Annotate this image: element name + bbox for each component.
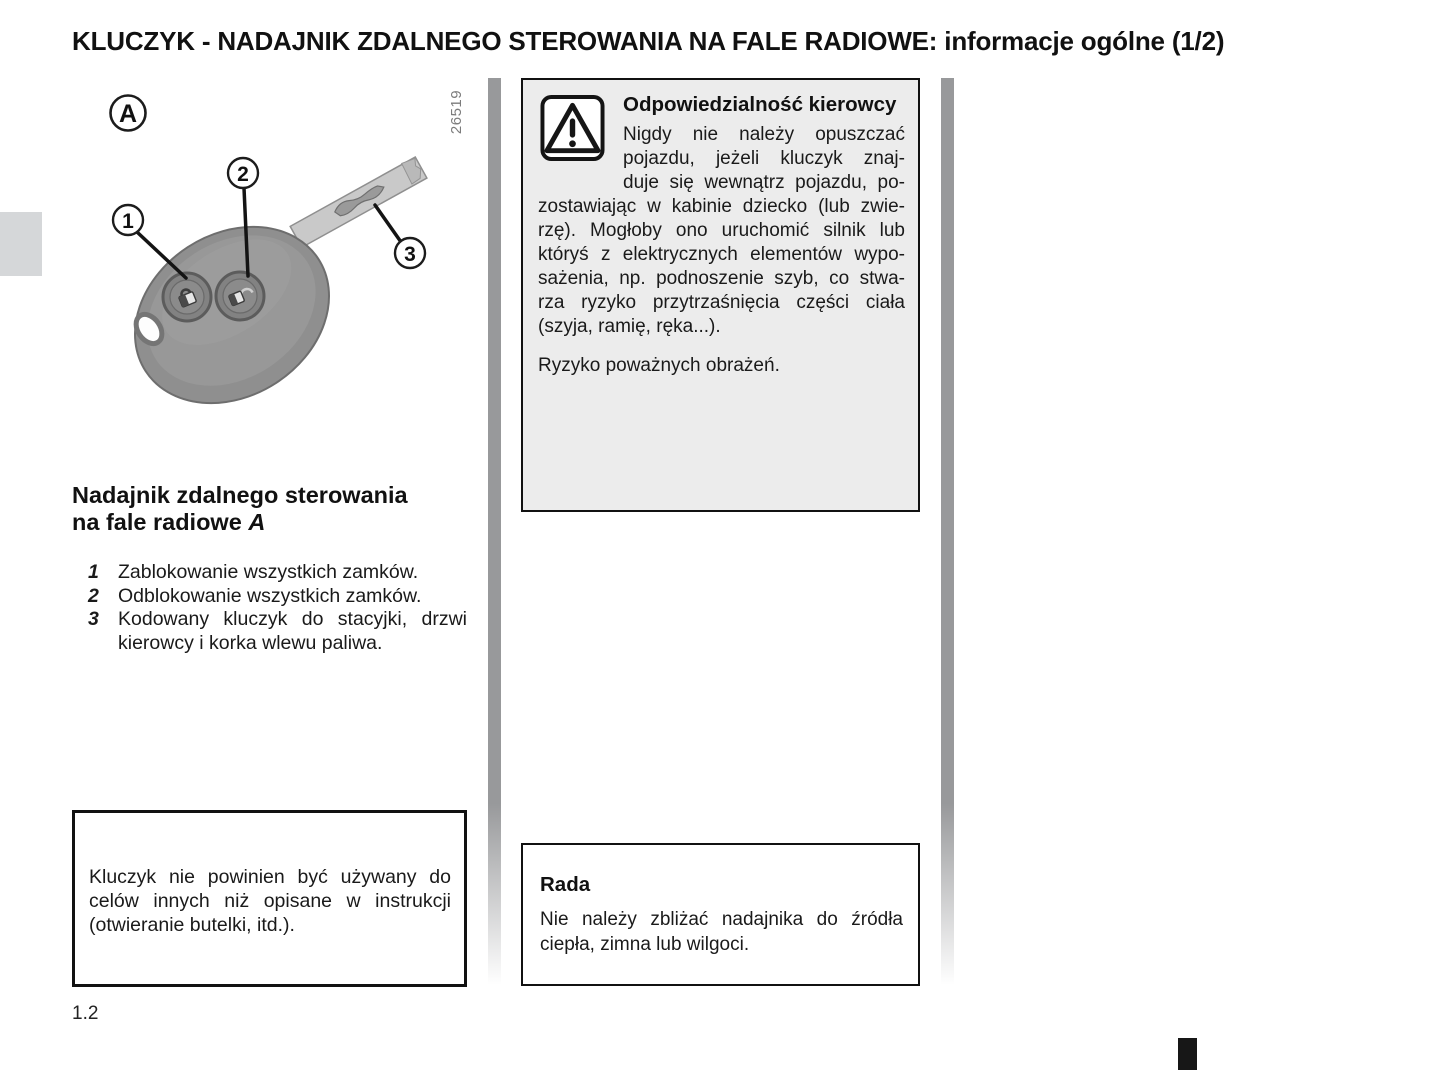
note-box (72, 810, 467, 987)
side-rule-left (488, 78, 501, 985)
svg-text:3: 3 (404, 243, 416, 266)
tip-box (521, 843, 920, 986)
part-number: 1 (88, 561, 99, 583)
part-description: Zablokowanie wszystkich zamków. (118, 561, 419, 583)
tip-text: Nie należy zbliżać nadajnika do źródła ciepła, zimna lub wilgoci. (540, 909, 903, 955)
warning-text-beside-icon: Nigdy nie należy opuszczać pojazdu, jeżeli kluczyk znaj- duje się wewnątrz pojazdu, po- (623, 124, 905, 193)
note-text: Kluczyk nie powinien być używany do celów innych niż opisane w instrukcji (otwieranie butelki, itd.). (89, 866, 451, 936)
parts-list (88, 561, 467, 655)
part-description: Kodowany kluczyk do stacyjki, drzwi kierowcy i korka wlewu paliwa. (118, 608, 467, 654)
parts-row (88, 561, 467, 585)
warning-box (521, 78, 920, 512)
variant-label (111, 96, 146, 131)
warning-title: Odpowiedzialność kierowcy (623, 93, 897, 116)
warning-risk-text: Ryzyko poważnych obrażeń. (538, 355, 780, 376)
callout-1 (113, 205, 143, 235)
bottom-edge-mark (1178, 1038, 1197, 1070)
side-rule-right (941, 78, 954, 985)
parts-row (88, 585, 467, 609)
section-heading-line1: Nadajnik zdalnego sterowania (72, 482, 408, 508)
warning-text: zostawiając w kabinie dziecko (lub zwie- rzę). Mogłoby ono uruchomić silnik lub któryś z elektrycznych elementów wypo- sażenia, np. podnoszenie szyb, co stwa- rza ryzyko przytrzaśnięcia części ciała (szyja, ramię, ręka...). (538, 196, 905, 337)
warning-icon (540, 94, 605, 162)
key-illustration (70, 80, 490, 428)
svg-text:1: 1 (122, 210, 134, 233)
photo-ref-number: 26519 (448, 89, 465, 135)
svg-text:2: 2 (237, 163, 249, 186)
variant-label-text: A (118, 100, 138, 128)
section-heading (72, 482, 472, 536)
key-blade (290, 156, 427, 247)
parts-row (88, 608, 467, 655)
callout-3 (395, 238, 425, 268)
lock-button (163, 273, 211, 321)
part-number: 2 (88, 584, 99, 607)
key-figure (70, 80, 490, 428)
part-number: 3 (88, 608, 99, 630)
section-heading-variant-ref: A (248, 509, 266, 535)
tip-title: Rada (540, 873, 591, 896)
callout-2 (228, 158, 258, 188)
unlock-button (216, 272, 264, 320)
part-description: Odblokowanie wszystkich zamków. (118, 584, 422, 607)
section-heading-line2: na fale radiowe A (72, 509, 266, 535)
callout-line-3 (375, 205, 401, 242)
page-number: 1.2 (72, 1003, 99, 1024)
page-title: KLUCZYK - NADAJNIK ZDALNEGO STEROWANIA NA FALE RADIOWE: informacje ogólne (1/2) (72, 26, 1225, 56)
chapter-tab (0, 212, 42, 276)
